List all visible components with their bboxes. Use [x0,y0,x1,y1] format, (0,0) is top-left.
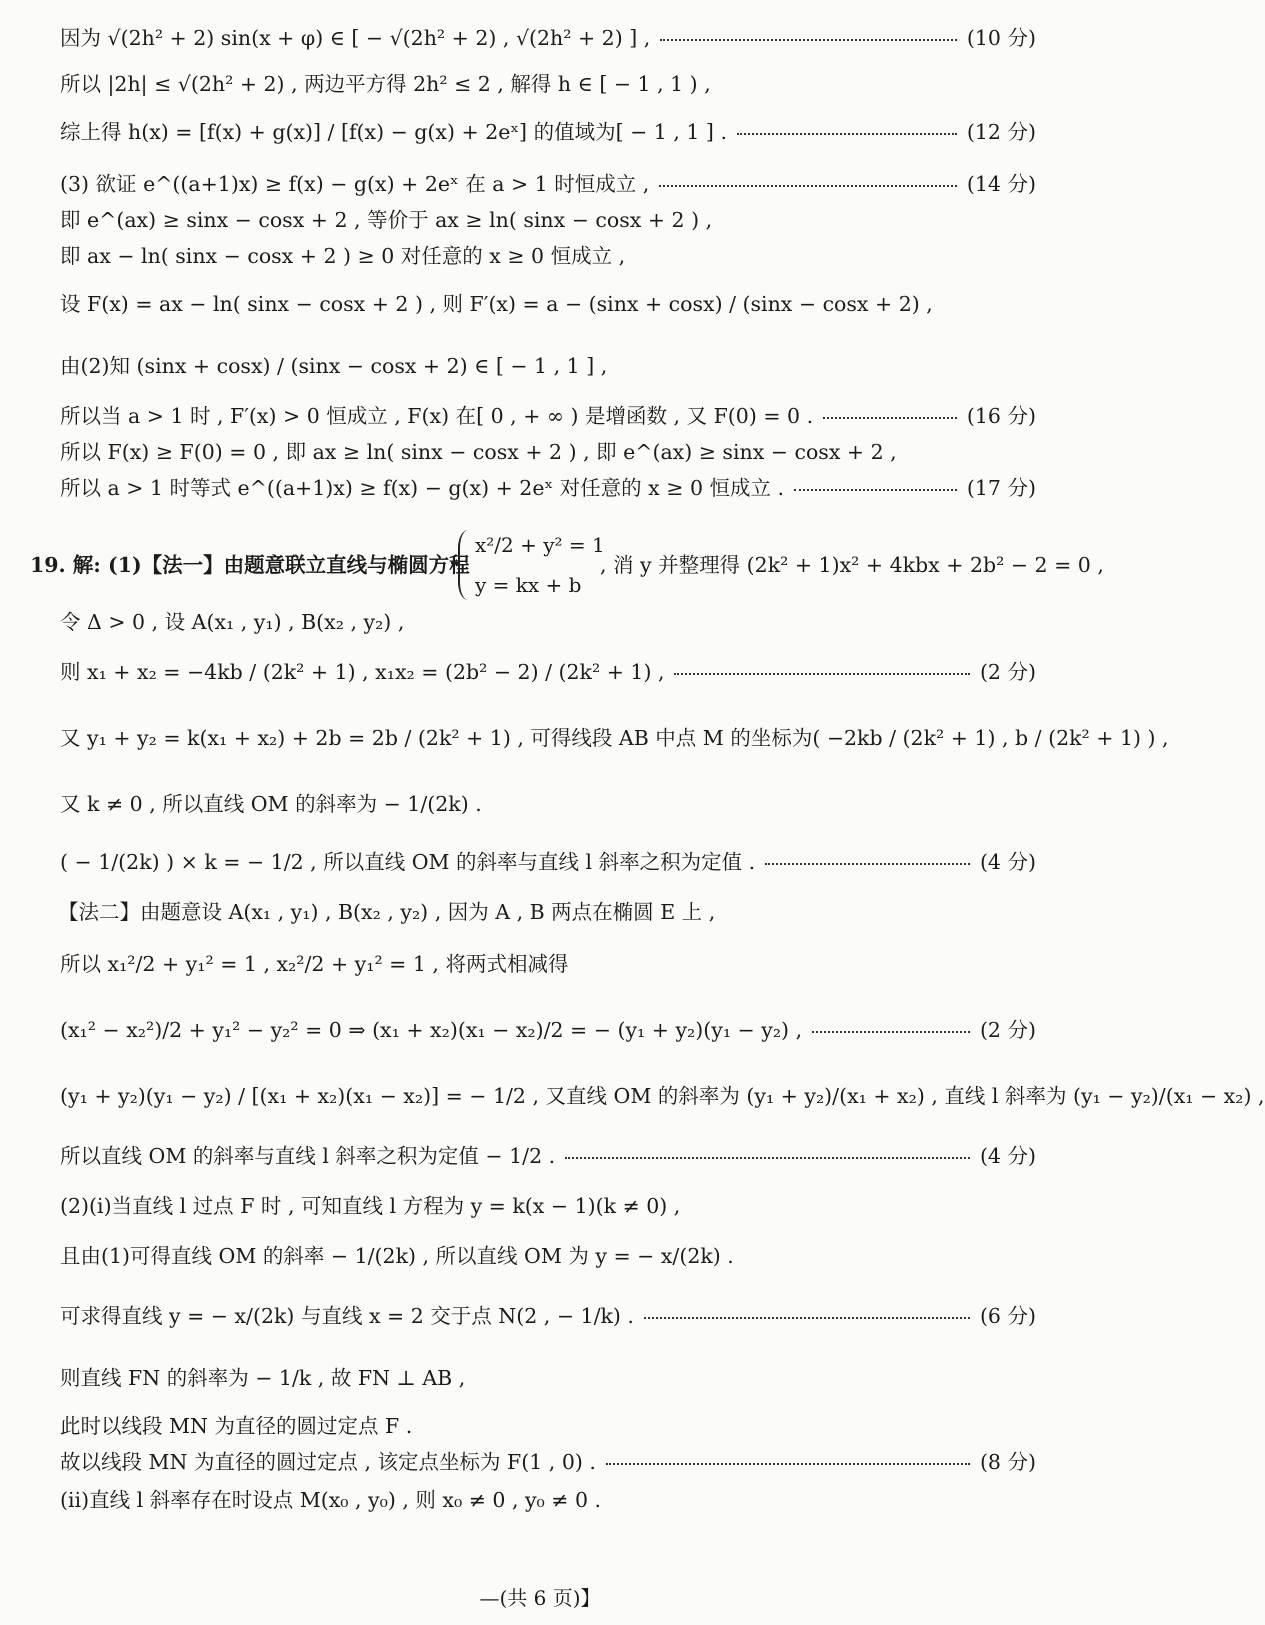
line-11 [60,468,1036,508]
line-4-text: (3) 欲证 e^((a+1)x) ≥ f(x) − g(x) + 2eˣ 在 a > 1 时恒成立 , [60,172,650,196]
line-28-text: 故以线段 MN 为直径的圆过定点 , 该定点坐标为 F(1 , 0) . [60,1450,596,1474]
line-18-text: 【法二】由题意设 A(x₁ , y₁) , B(x₂ , y₂) , 因为 A , B 两点在椭圆 E 上 , [58,900,716,924]
score-mark: (2 分) [979,660,1036,684]
line-22 [60,1136,1036,1176]
line-22-text: 所以直线 OM 的斜率与直线 l 斜率之积为定值 − 1/2 . [60,1144,556,1168]
line-1-text: 因为 √(2h² + 2) sin(x + φ) ∈ [ − √(2h² + 2) , √(2h² + 2) ] , [60,26,651,50]
leader-dots [737,133,957,135]
score-mark: (2 分) [979,1018,1036,1042]
line-6 [60,236,1036,276]
system-brace-tip [451,562,459,564]
line-9 [60,396,1036,436]
line-13 [60,602,1036,642]
line-3-text: 综上得 h(x) = [f(x) + g(x)] / [f(x) − g(x) + 2eˣ] 的值域为[ − 1 , 1 ] . [60,120,727,144]
line-7 [60,284,1036,324]
score-mark: (4 分) [979,1144,1036,1168]
line-21 [60,1076,1265,1116]
leader-dots [644,1317,970,1319]
line-28 [60,1442,1036,1482]
line-2-text: 所以 |2h| ≤ √(2h² + 2) , 两边平方得 2h² ≤ 2 , 解得 h ∈ [ − 1 , 1 ) , [60,72,711,96]
line-7-text: 设 F(x) = ax − ln( sinx − cosx + 2 ) , 则 F′(x) = a − (sinx + cosx) / (sinx − cosx + 2) , [60,292,933,316]
score-mark: (14 分) [966,172,1036,196]
line-15 [60,718,1169,758]
leader-dots [659,185,957,187]
line-4 [60,164,1036,204]
line-27-text: 此时以线段 MN 为直径的圆过定点 F . [60,1414,413,1438]
system-brace [458,530,470,600]
leader-dots [765,863,970,865]
q19-heading: 19. 解: (1)【法一】由题意联立直线与椭圆方程 [30,553,470,577]
leader-dots [660,39,957,41]
line-25-text: 可求得直线 y = − x/(2k) 与直线 x = 2 交于点 N(2 , − 1/k) . [60,1304,634,1328]
score-mark: (17 分) [966,476,1036,500]
leader-dots [812,1031,970,1033]
line-8-text: 由(2)知 (sinx + cosx) / (sinx − cosx + 2) ∈ [ − 1 , 1 ] , [60,354,608,378]
system-eq-ellipse: x²/2 + y² = 1 [475,533,605,557]
leader-dots [606,1463,970,1465]
score-mark: (12 分) [966,120,1036,144]
line-24 [60,1236,1036,1276]
line-23 [60,1186,1036,1226]
line-24-text: 且由(1)可得直线 OM 的斜率 − 1/(2k) , 所以直线 OM 为 y = − x/(2k) . [60,1244,734,1268]
score-mark: (8 分) [979,1450,1036,1474]
line-11-text: 所以 a > 1 时等式 e^((a+1)x) ≥ f(x) − g(x) + 2eˣ 对任意的 x ≥ 0 恒成立 . [60,476,785,500]
score-mark: (10 分) [966,26,1036,50]
score-mark: (16 分) [966,404,1036,428]
line-23-text: (2)(ⅰ)当直线 l 过点 F 时 , 可知直线 l 方程为 y = k(x − 1)(k ≠ 0) , [60,1194,681,1218]
line-19 [60,944,1036,984]
line-17 [60,842,1036,882]
line-10-text: 所以 F(x) ≥ F(0) = 0 , 即 ax ≥ ln( sinx − cosx + 2 ) , 即 e^(ax) ≥ sinx − cosx + 2 , [60,440,897,464]
line-16 [60,784,1036,824]
line-19-text: 所以 x₁²/2 + y₁² = 1 , x₂²/2 + y₁² = 1 , 将两式相减得 [60,952,569,976]
leader-dots [823,417,957,419]
line-20 [60,1010,1036,1050]
line-1 [60,18,1036,58]
line-21-text: (y₁ + y₂)(y₁ − y₂) / [(x₁ + x₂)(x₁ − x₂)] = − 1/2 , 又直线 OM 的斜率为 (y₁ + y₂)/(x₁ + x₂) , 直线 l 斜率为 (y₁ − y₂)/(x₁ − x₂) , [60,1084,1265,1108]
line-26 [60,1358,1036,1398]
line-8 [60,346,1036,386]
score-mark: (6 分) [979,1304,1036,1328]
score-mark: (4 分) [979,850,1036,874]
page-footer: —(共 6 页)】 [479,1586,601,1610]
line-18 [58,892,1036,932]
line-27 [60,1406,1036,1446]
line-2 [60,64,1036,104]
line-17-text: ( − 1/(2k) ) × k = − 1/2 , 所以直线 OM 的斜率与直线 l 斜率之积为定值 . [60,850,756,874]
line-26-text: 则直线 FN 的斜率为 − 1/k , 故 FN ⊥ AB , [60,1366,466,1390]
line-14-text: 则 x₁ + x₂ = −4kb / (2k² + 1) , x₁x₂ = (2b² − 2) / (2k² + 1) , [60,660,665,684]
line-5 [60,200,1036,240]
line-16-text: 又 k ≠ 0 , 所以直线 OM 的斜率为 − 1/(2k) . [60,792,482,816]
line-15-text: 又 y₁ + y₂ = k(x₁ + x₂) + 2b = 2b / (2k² + 1) , 可得线段 AB 中点 M 的坐标为( −2kb / (2k² + 1) , b / (2k² + 1) ) , [60,726,1169,750]
system-eq-line: y = kx + b [475,573,582,597]
line-5-text: 即 e^(ax) ≥ sinx − cosx + 2 , 等价于 ax ≥ ln( sinx − cosx + 2 ) , [60,208,713,232]
line-6-text: 即 ax − ln( sinx − cosx + 2 ) ≥ 0 对任意的 x ≥ 0 恒成立 , [60,244,626,268]
line-20-text: (x₁² − x₂²)/2 + y₁² − y₂² = 0 ⇒ (x₁ + x₂)(x₁ − x₂)/2 = − (y₁ + y₂)(y₁ − y₂) , [60,1018,803,1042]
leader-dots [674,673,969,675]
leader-dots [794,489,957,491]
line-3 [60,112,1036,152]
line-29 [60,1480,1036,1520]
line-14 [60,652,1036,692]
line-9-text: 所以当 a > 1 时 , F′(x) > 0 恒成立 , F(x) 在[ 0 , + ∞ ) 是增函数 , 又 F(0) = 0 . [60,404,814,428]
leader-dots [565,1157,970,1159]
line-10 [60,432,1036,472]
line-13-text: 令 Δ > 0 , 设 A(x₁ , y₁) , B(x₂ , y₂) , [60,610,405,634]
line-29-text: (ⅱ)直线 l 斜率存在时设点 M(x₀ , y₀) , 则 x₀ ≠ 0 , y₀ ≠ 0 . [60,1488,602,1512]
line-25 [60,1296,1036,1336]
system-after-text: , 消 y 并整理得 (2k² + 1)x² + 4kbx + 2b² − 2 = 0 , [600,553,1104,577]
